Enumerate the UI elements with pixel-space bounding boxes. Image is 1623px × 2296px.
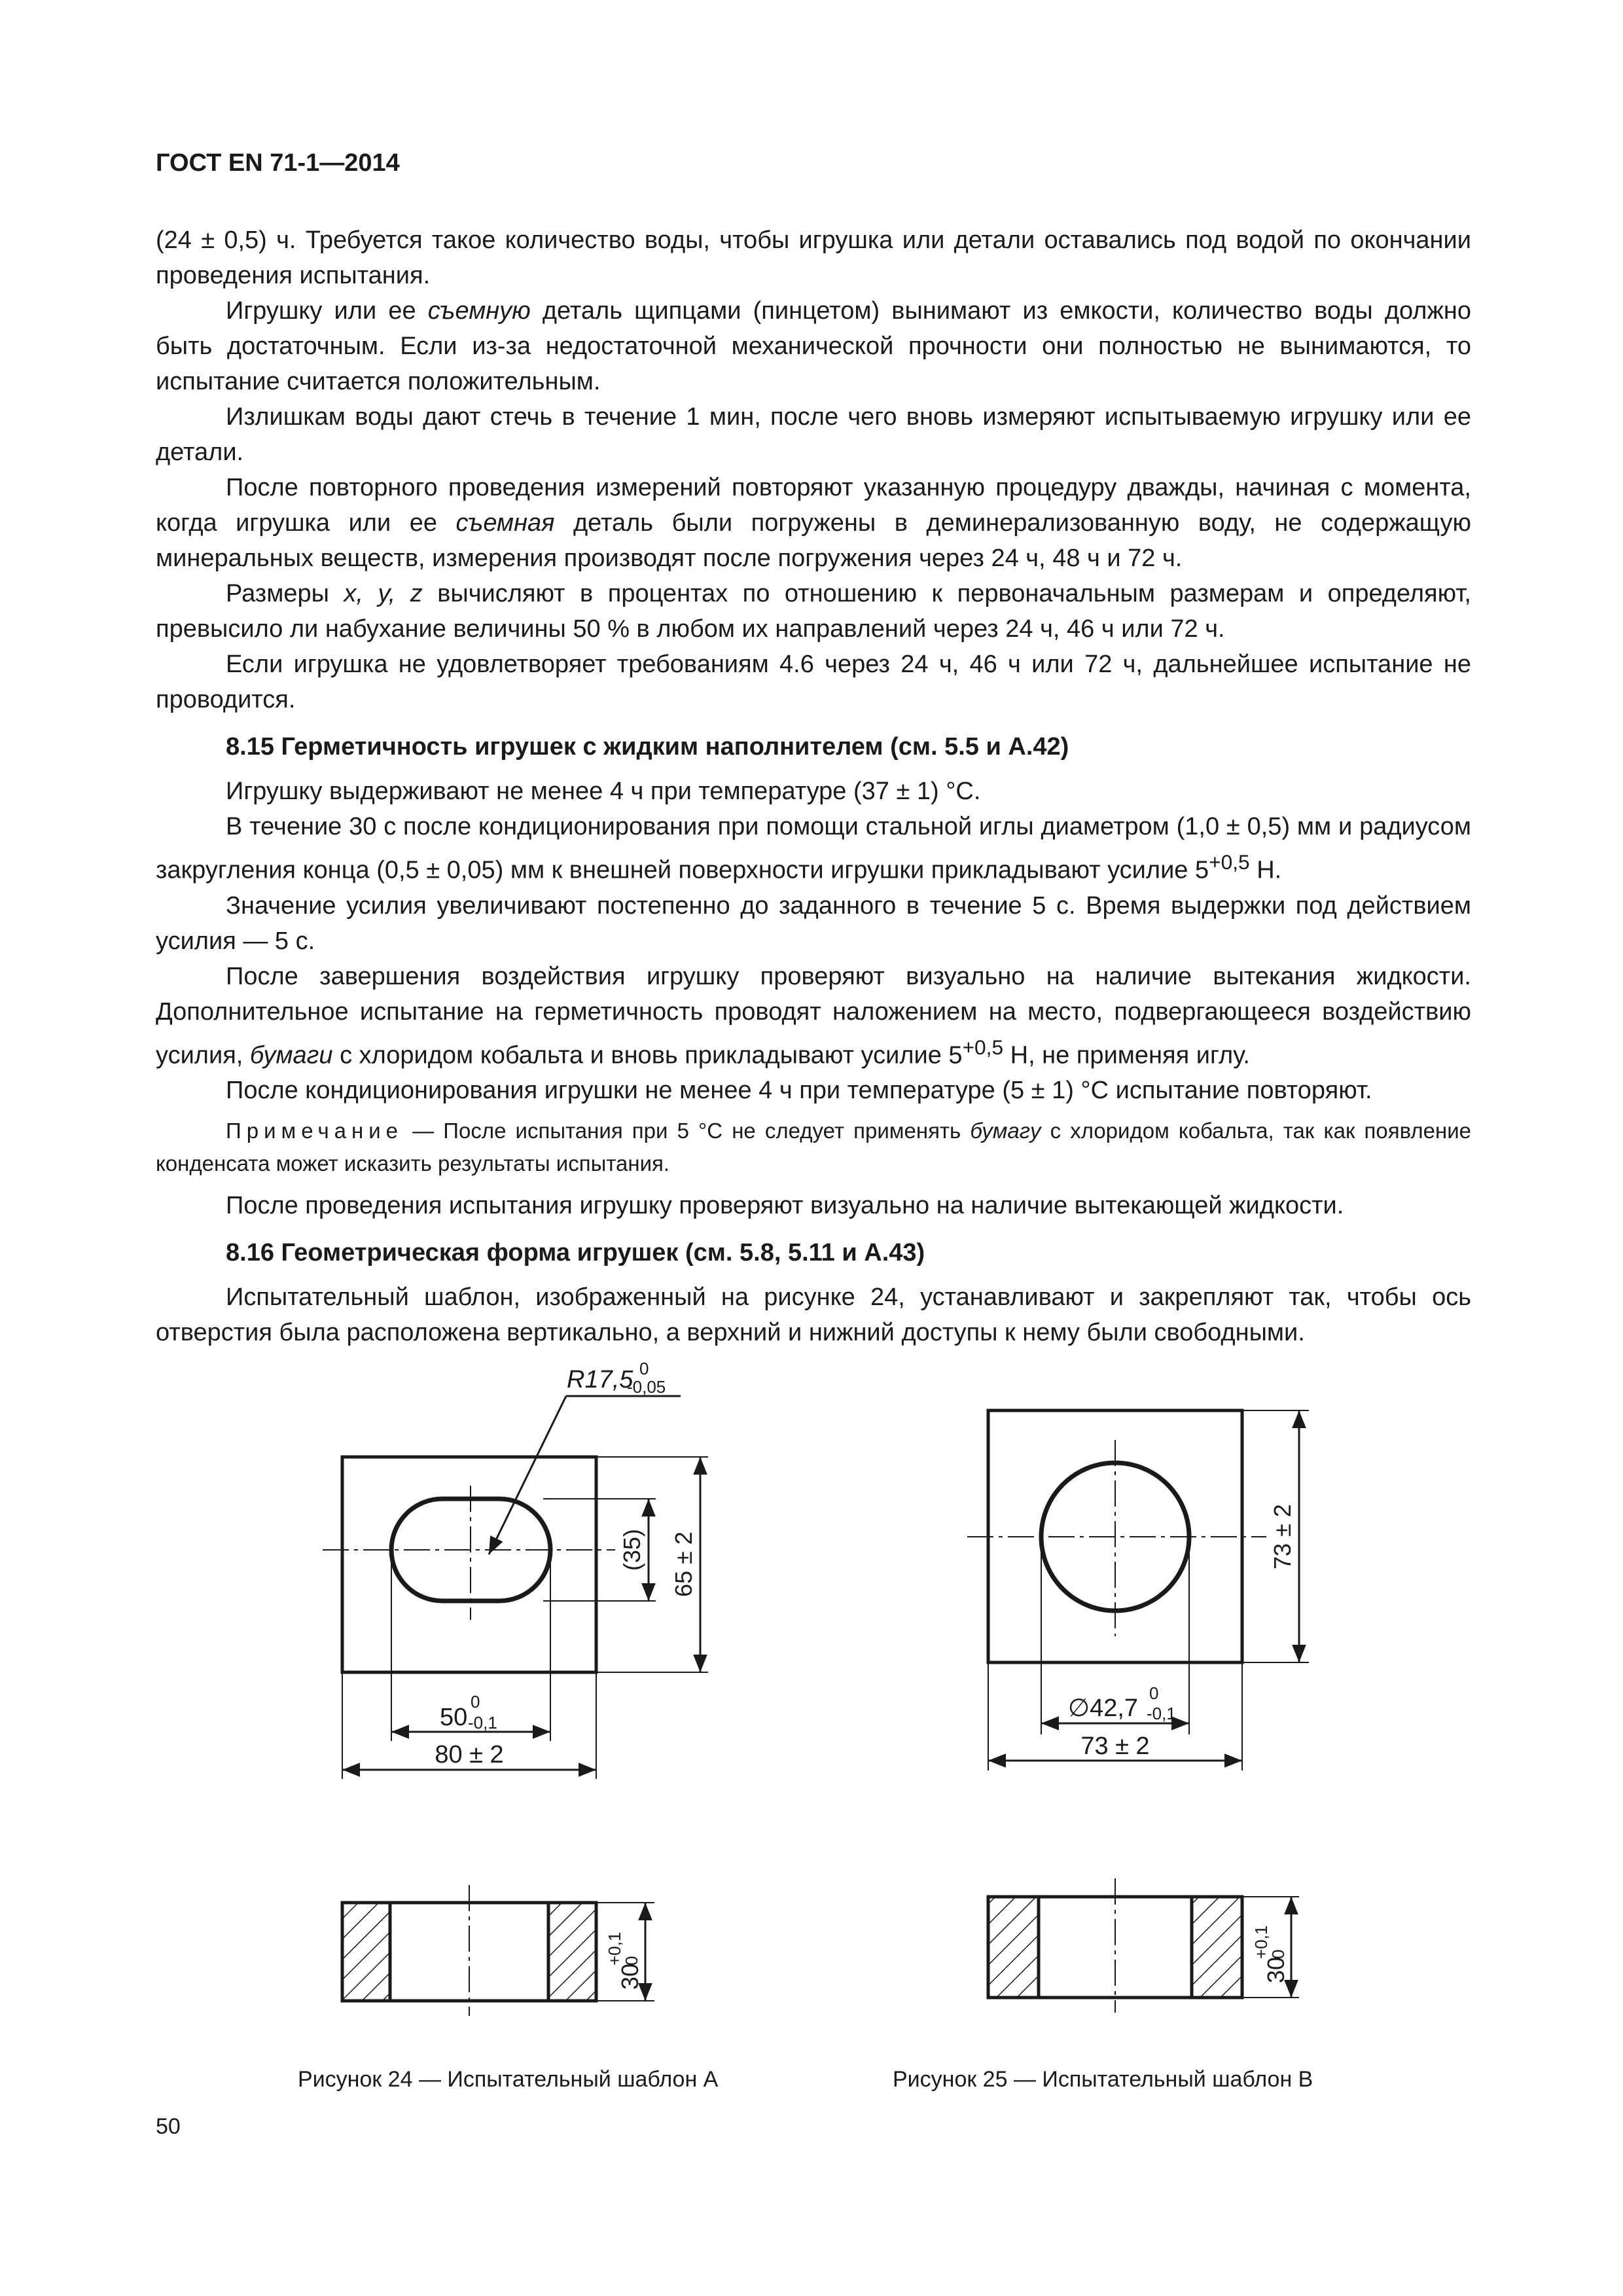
dim-diameter-tol-lower: -0,1	[1147, 1704, 1176, 1723]
dim-73-vertical-label: 73 ± 2	[1269, 1504, 1296, 1570]
document-header: ГОСТ EN 71-1—2014	[156, 149, 400, 177]
figure-24-top-view	[323, 1396, 708, 1779]
figure-24-side-labels	[605, 1932, 643, 1990]
dim-30-label: 30	[616, 1963, 643, 1990]
dim-diameter-tol-upper: 0	[1149, 1683, 1159, 1703]
body-text	[156, 223, 1471, 1350]
dim-30-tol-lower: 0	[1268, 1949, 1288, 1959]
paragraph: После завершения воздействия игрушку проверяют визуально на наличие вытекания жидкости. Дополнительное испытание на герметичность проводят наложением на место, подвергающееся воздействию усилия, бумаги с хлоридом кобальта и вновь прикладывают усилие $5^{+0,5}$ Н, не применяя иглу.	[156, 962, 1471, 1069]
paragraph: (24 ± 0,5) ч. Требуется такое количество воды, чтобы игрушка или детали оставались под водой по окончании проведения испытания.	[156, 226, 1471, 289]
dim-35-label: (35)	[618, 1528, 645, 1571]
radius-label: R17,5	[567, 1366, 633, 1393]
dim-30-tol-upper: +0,1	[1251, 1925, 1271, 1959]
figure-24-caption: Рисунок 24 — Испытательный шаблон А	[298, 2067, 719, 2092]
paragraph: Испытательный шаблон, изображенный на рисунке 24, устанавливают и закрепляют так, чтобы ось отверстия была расположена вертикально, а верхний и нижний доступы к нему были свободными.	[156, 1283, 1471, 1347]
page-number: 50	[156, 2114, 181, 2139]
dim-65-label: 65 ± 2	[670, 1532, 697, 1597]
figures-drawing	[0, 1348, 1623, 2166]
paragraph: Значение усилия увеличивают постепенно до заданного в течение 5 с. Время выдержки под действием усилия — 5 с.	[156, 891, 1471, 955]
dim-80-label: 80 ± 2	[435, 1741, 504, 1768]
section-heading: 8.16 Геометрическая форма игрушек (см. 5.8, 5.11 и А.43)	[226, 1239, 925, 1267]
dim-50-label: 50	[440, 1704, 468, 1731]
paragraph: Излишкам воды дают стечь в течение 1 мин, после чего вновь измеряют испытываемую игрушку или ее детали.	[156, 403, 1471, 466]
dim-30-tol-lower: 0	[622, 1956, 641, 1965]
paragraph: Игрушку выдерживают не менее 4 ч при температуре (37 ± 1) °C.	[226, 778, 981, 805]
paragraph: Игрушку или ее съемную деталь щипцами (пинцетом) вынимают из емкости, количество воды должно быть достаточным. Если из-за недостаточной механической прочности они полностью не вынимаются, то испытание считается положительным.	[156, 297, 1472, 395]
radius-tol-lower: -0,05	[627, 1377, 666, 1397]
dim-50-tol-lower: -0,1	[468, 1713, 497, 1732]
paragraph: Если игрушка не удовлетворяет требованиям 4.6 через 24 ч, 46 ч или 72 ч, дальнейшее испытание не проводится.	[156, 651, 1471, 713]
note: Примечание — После испытания при 5 °C не следует применять бумагу с хлоридом кобальта, так как появление конденсата может исказить результаты испытания.	[156, 1119, 1471, 1176]
dim-50-tol-upper: 0	[471, 1692, 480, 1712]
figure-24-labels	[435, 1359, 697, 1768]
paragraph: После повторного проведения измерений повторяют указанную процедуру дважды, начиная с момента, когда игрушка или ее съемная деталь были погружены в деминерализованную воду, не содержащую минеральных веществ, измерения производят после погружения через 24 ч, 48 ч и 72 ч.	[156, 474, 1471, 572]
dim-73-horizontal-label: 73 ± 2	[1080, 1732, 1150, 1760]
figure-25-side-labels	[1251, 1926, 1289, 1983]
paragraph: После проведения испытания игрушку проверяют визуально на наличие вытекающей жидкости.	[226, 1192, 1344, 1220]
figure-25-caption: Рисунок 25 — Испытательный шаблон В	[893, 2067, 1313, 2092]
dim-30-label: 30	[1262, 1956, 1289, 1983]
section-heading: 8.15 Герметичность игрушек с жидким наполнителем (см. 5.5 и А.42)	[226, 733, 1069, 761]
radius-tol-upper: 0	[639, 1359, 649, 1378]
dim-diameter-label: ∅42,7	[1068, 1695, 1139, 1722]
figure-25-labels	[1068, 1504, 1296, 1760]
dim-30-tol-upper: +0,1	[605, 1931, 624, 1965]
paragraph: В течение 30 с после кондиционирования при помощи стальной иглы диаметром (1,0 ± 0,5) мм и радиусом закругления конца (0,5 ± 0,05) мм к внешней поверхности игрушки прикладывают усилие $5^{+0,5}$ Н.	[156, 813, 1471, 884]
paragraph: Размеры x, y, z вычисляют в процентах по отношению к первоначальным размерам и определяют, превысило ли набухание величины 50 % в любом их направлений через 24 ч, 46 ч или 72 ч.	[156, 580, 1471, 643]
paragraph: После кондиционирования игрушки не менее 4 ч при температуре (5 ± 1) °C испытание повторяют.	[226, 1077, 1372, 1105]
